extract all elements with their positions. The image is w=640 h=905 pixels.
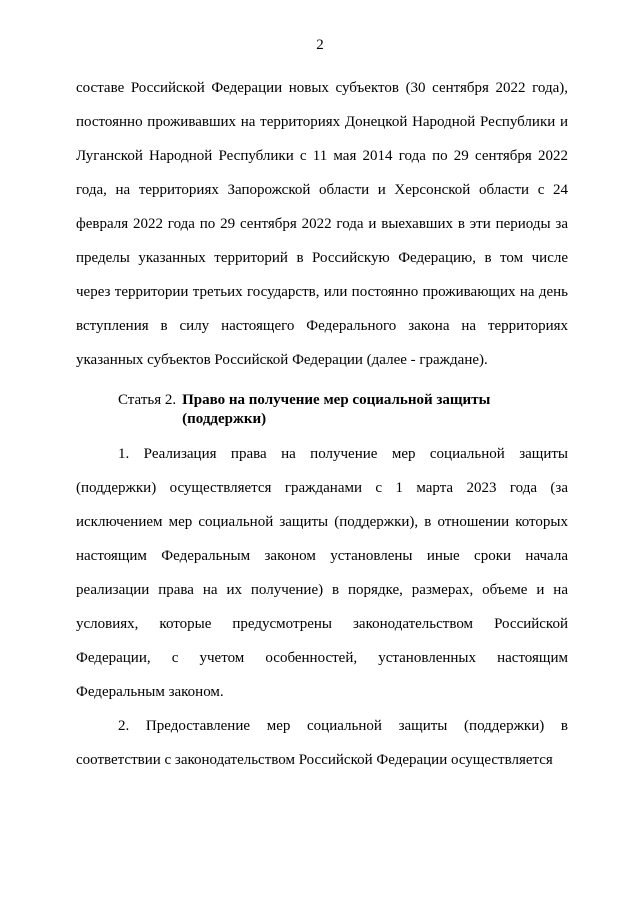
spacer bbox=[76, 377, 568, 385]
paragraph-item-2: 2. Предоставление мер социальной защиты (поддержки) в соответствии с законодательством Российской Федерации осуществляется bbox=[76, 718, 568, 768]
document-body bbox=[76, 71, 568, 777]
article-title bbox=[182, 391, 490, 429]
article-label: Статья 2. bbox=[118, 392, 177, 408]
article-title-line-2: (поддержки) bbox=[182, 411, 267, 427]
article-title-line-1: Право на получение мер социальной защиты bbox=[182, 392, 491, 408]
article-heading bbox=[76, 391, 568, 429]
page-number: 2 bbox=[316, 37, 324, 53]
paragraph-continuation: составе Российской Федерации новых субъектов (30 сентября 2022 года), постоянно проживавших на территориях Донецкой Народной Республики и Луганской Народной Республики с 11 мая 2014 года по 29 сентября 2022 года, на территориях Запорожской области и Херсонской области с 24 февраля 2022 года по 29 сентября 2022 года и выехавших в эти периоды за пределы указанных территорий в Российскую Федерацию, в том числе через территории третьих государств, или постоянно проживающих на день вступления в силу настоящего Федерального закона на территориях указанных субъектов Российской Федерации (далее - граждане). bbox=[76, 80, 568, 368]
paragraph-item-1: 1. Реализация права на получение мер социальной защиты (поддержки) осуществляется гражданами с 1 марта 2023 года (за исключением мер социальной защиты (поддержки), в отношении которых настоящим Федеральным законом установлены иные сроки начала реализации права на их получение) в порядке, размерах, объеме и на условиях, которые предусмотрены законодательством Российской Федерации, с учетом особенностей, установленных настоящим Федеральным законом. bbox=[76, 446, 568, 700]
